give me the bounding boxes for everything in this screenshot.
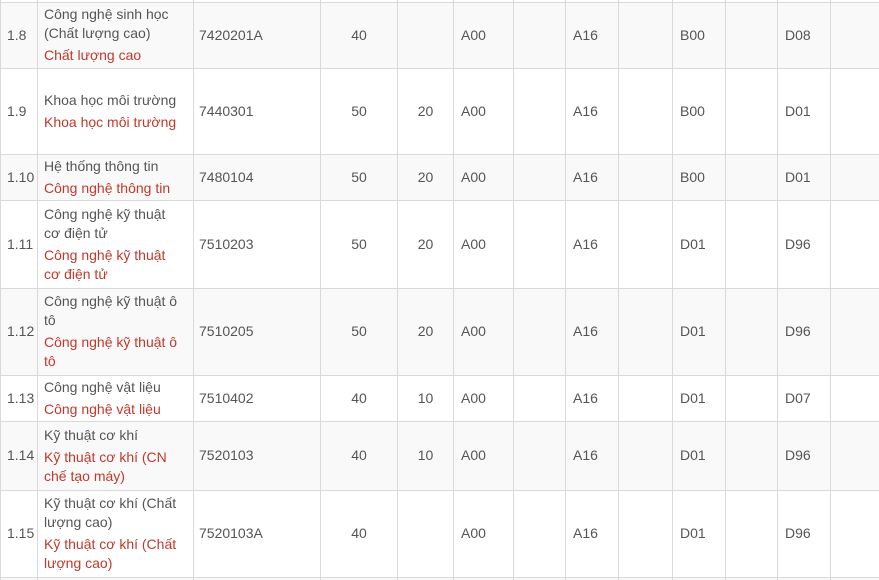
program-name: Công nghệ kỹ thuật ô tô xyxy=(44,293,178,328)
program-note: Công nghệ thông tin xyxy=(44,179,171,196)
empty-cell xyxy=(831,288,879,375)
combo-3: B00 xyxy=(673,154,726,200)
program-name-cell xyxy=(38,154,194,200)
program-note: Công nghệ vật liệu xyxy=(44,400,161,417)
row-index: 1.11 xyxy=(1,200,38,288)
quota-secondary: 20 xyxy=(398,154,454,200)
program-name-cell xyxy=(38,68,194,154)
program-name: Hệ thống thông tin xyxy=(44,157,159,174)
combo-4: D96 xyxy=(778,490,831,577)
combo-3: D01 xyxy=(673,288,726,375)
program-name-cell xyxy=(38,375,194,421)
program-name: Công nghệ sinh học (Chất lượng cao) xyxy=(44,6,169,41)
quota-main: 40 xyxy=(321,375,398,421)
quota-main: 40 xyxy=(321,490,398,577)
combo-1: A00 xyxy=(454,375,514,421)
program-note: Chất lượng cao xyxy=(44,47,142,63)
program-name-cell xyxy=(38,288,194,375)
empty-cell xyxy=(726,2,778,68)
combo-3: D01 xyxy=(673,490,726,577)
program-name: Khoa học môi trường xyxy=(44,91,177,108)
empty-cell xyxy=(514,490,566,577)
empty-cell xyxy=(514,421,566,490)
table-row xyxy=(1,200,879,288)
row-index: 1.13 xyxy=(1,375,38,421)
empty-cell xyxy=(514,200,566,288)
combo-2: A16 xyxy=(566,421,619,490)
row-index: 1.9 xyxy=(1,68,38,154)
row-index: 1.12 xyxy=(1,288,38,375)
program-code: 7420201A xyxy=(194,2,321,68)
row-index: 1.10 xyxy=(1,154,38,200)
table-row xyxy=(1,154,879,200)
program-code: 7480104 xyxy=(194,154,321,200)
empty-cell xyxy=(619,288,673,375)
program-code: 7510402 xyxy=(194,375,321,421)
program-name-cell xyxy=(38,2,194,68)
table-row xyxy=(1,421,879,490)
quota-secondary: 10 xyxy=(398,375,454,421)
combo-1: A00 xyxy=(454,68,514,154)
empty-cell xyxy=(726,421,778,490)
empty-cell xyxy=(619,2,673,68)
combo-1: A00 xyxy=(454,200,514,288)
empty-cell xyxy=(831,2,879,68)
combo-4: D01 xyxy=(778,68,831,154)
quota-main: 50 xyxy=(321,200,398,288)
quota-secondary xyxy=(398,2,454,68)
quota-secondary xyxy=(398,490,454,577)
combo-2: A16 xyxy=(566,375,619,421)
table-row xyxy=(1,375,879,421)
quota-main: 40 xyxy=(321,2,398,68)
program-name: Kỹ thuật cơ khí xyxy=(44,426,139,443)
quota-secondary: 20 xyxy=(398,68,454,154)
table-row xyxy=(1,490,879,577)
empty-cell xyxy=(514,288,566,375)
combo-1: A00 xyxy=(454,490,514,577)
combo-1: A00 xyxy=(454,288,514,375)
program-note: Công nghệ kỹ thuật ô tô xyxy=(44,334,178,369)
quota-secondary: 10 xyxy=(398,421,454,490)
row-index: 1.14 xyxy=(1,421,38,490)
combo-1: A00 xyxy=(454,2,514,68)
combo-4: D08 xyxy=(778,2,831,68)
empty-cell xyxy=(619,421,673,490)
quota-main: 50 xyxy=(321,288,398,375)
empty-cell xyxy=(619,200,673,288)
empty-cell xyxy=(619,154,673,200)
combo-4: D96 xyxy=(778,288,831,375)
program-name-cell xyxy=(38,490,194,577)
program-name: Công nghệ vật liệu xyxy=(44,378,161,395)
row-index: 1.8 xyxy=(1,2,38,68)
combo-3: B00 xyxy=(673,2,726,68)
combo-2: A16 xyxy=(566,154,619,200)
table-row xyxy=(1,2,879,68)
table-row xyxy=(1,288,879,375)
quota-main: 40 xyxy=(321,421,398,490)
combo-1: A00 xyxy=(454,154,514,200)
quota-main: 50 xyxy=(321,68,398,154)
program-note: Kỹ thuật cơ khí (Chất lượng cao) xyxy=(44,536,177,571)
program-name-cell xyxy=(38,200,194,288)
table-row xyxy=(1,68,879,154)
program-code: 7510205 xyxy=(194,288,321,375)
empty-cell xyxy=(831,68,879,154)
empty-cell xyxy=(726,68,778,154)
empty-cell xyxy=(831,375,879,421)
program-code: 7520103A xyxy=(194,490,321,577)
empty-cell xyxy=(831,154,879,200)
empty-cell xyxy=(514,68,566,154)
program-name-cell xyxy=(38,421,194,490)
combo-4: D96 xyxy=(778,421,831,490)
combo-2: A16 xyxy=(566,200,619,288)
combo-2: A16 xyxy=(566,68,619,154)
combo-4: D07 xyxy=(778,375,831,421)
combo-3: B00 xyxy=(673,68,726,154)
combo-2: A16 xyxy=(566,288,619,375)
program-note: Kỹ thuật cơ khí (CN chế tạo máy) xyxy=(44,448,167,484)
empty-cell xyxy=(619,68,673,154)
combo-1: A00 xyxy=(454,421,514,490)
empty-cell xyxy=(514,375,566,421)
combo-3: D01 xyxy=(673,200,726,288)
empty-cell xyxy=(619,375,673,421)
combo-3: D01 xyxy=(673,375,726,421)
program-name: Công nghệ kỹ thuật cơ điện tử xyxy=(44,205,166,241)
program-note: Công nghệ kỹ thuật cơ điện tử xyxy=(44,246,166,282)
row-index: 1.15 xyxy=(1,490,38,577)
empty-cell xyxy=(514,2,566,68)
program-code: 7440301 xyxy=(194,68,321,154)
combo-3: D01 xyxy=(673,421,726,490)
combo-2: A16 xyxy=(566,490,619,577)
program-name: Kỹ thuật cơ khí (Chất lượng cao) xyxy=(44,495,177,530)
empty-cell xyxy=(726,154,778,200)
empty-cell xyxy=(726,288,778,375)
program-note: Khoa học môi trường xyxy=(44,113,177,130)
empty-cell xyxy=(726,200,778,288)
quota-main: 50 xyxy=(321,154,398,200)
quota-secondary: 20 xyxy=(398,200,454,288)
combo-4: D01 xyxy=(778,154,831,200)
combo-4: D96 xyxy=(778,200,831,288)
program-code: 7510203 xyxy=(194,200,321,288)
empty-cell xyxy=(726,490,778,577)
quota-secondary: 20 xyxy=(398,288,454,375)
empty-cell xyxy=(619,490,673,577)
combo-2: A16 xyxy=(566,2,619,68)
empty-cell xyxy=(831,421,879,490)
empty-cell xyxy=(831,490,879,577)
program-code: 7520103 xyxy=(194,421,321,490)
empty-cell xyxy=(514,154,566,200)
empty-cell xyxy=(726,375,778,421)
empty-cell xyxy=(831,200,879,288)
